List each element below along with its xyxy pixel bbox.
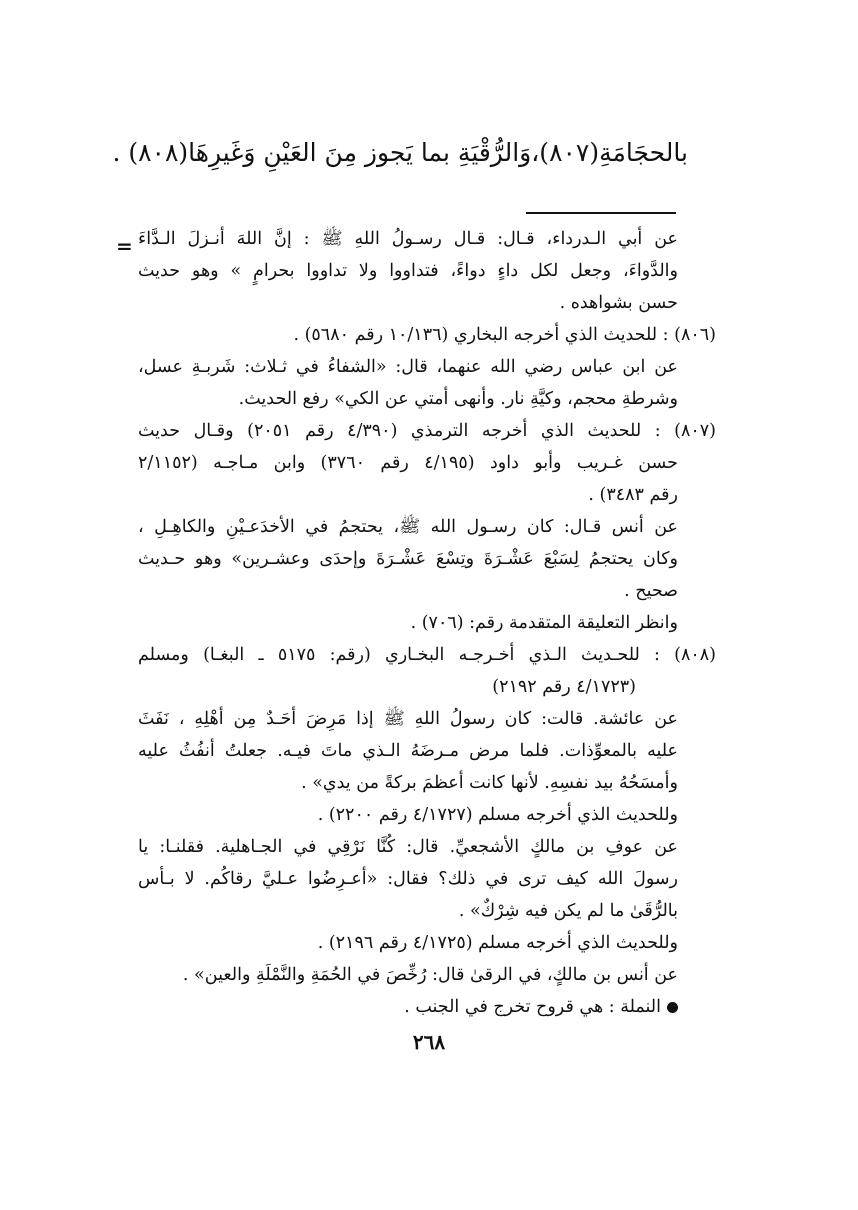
footnote-line: (٤/١٧٢٣ رقم ٢١٩٢) xyxy=(492,677,636,697)
footnote-line: حسن غـريب وأبو داود (٤/١٩٥ رقم ٣٧٦٠) وابن مـاجـه (٢/١١٥٢ xyxy=(138,453,678,473)
footnote-line: بالرُّقَىٰ ما لم يكن فيه شِرْكٌ» . xyxy=(458,901,678,921)
footnote-line: صحيح . xyxy=(624,581,678,601)
footnote-line: عن عوفِ بن مالكٍ الأشجعيِّ. قال: كُنَّا نَرْقِي في الجـاهلية. فقلنـا: يا xyxy=(138,837,678,857)
footnote-line: رسولَ الله كيف ترى في ذلك؟ فقال: «أعـرِضُوا عـليَّ رقاكُم. لا بـأس xyxy=(138,869,678,889)
footnote-line: وأمسَحُهُ بيد نفسِهِ. لأنها كانت أعظمَ بركةً من يدي» . xyxy=(301,773,678,793)
footnote-line: وللحديث الذي أخرجه مسلم (٤/١٧٢٧ رقم ٢٢٠٠) . xyxy=(317,805,678,825)
main-text-line: بالحجَامَةِ(٨٠٧)،وَالرُّقْيَةِ بما يَجوز مِنَ العَيْنِ وَغَيرِهَا(٨٠٨) . xyxy=(112,138,688,167)
footnote-line: عن أنس قـال: كان رسـول الله ﷺ، يحتجمُ في الأخدَعـيْنِ والكاهِـلِ ، xyxy=(138,517,678,537)
footnote-line: عن أنس بن مالكٍ، في الرقىٰ قال: رُخِّصَ في الحُمَةِ والنَّمْلَةِ والعين» . xyxy=(182,965,678,985)
footnote-line: وانظر التعليقة المتقدمة رقم: (٧٠٦) . xyxy=(410,613,678,633)
footnote-line: عليه بالمعوِّذات. فلما مرض مـرضَهُ الـذي ماتَ فيـه. جعلتُ أنفُثُ عليه xyxy=(138,741,678,761)
footnote-line: عن عائشة. قالت: كان رسولُ اللهِ ﷺ إذا مَرِضَ أحَـدٌ مِن أهْلِهِ ، نَفَثَ xyxy=(138,709,678,729)
footnotes-block xyxy=(138,223,716,1023)
footnote-separator-rule xyxy=(526,212,676,214)
footnote-bullet-line xyxy=(138,991,678,1023)
footnote-line: وللحديث الذي أخرجه مسلم (٤/١٧٢٥ رقم ٢١٩٦) . xyxy=(317,933,678,953)
footnote-line: والدَّواءَ، وجعل لكل داءٍ دواءً، فتداووا ولا تداووا بحرامٍ » وهو حديث xyxy=(138,261,678,281)
footnote-806-header: (٨٠٦) : للحديث الذي أخرجه البخاري (١٠/١٣٦ رقم ٥٦٨٠) . xyxy=(293,325,716,345)
bullet-text: النملة : هي قروح تخرج في الجنب . xyxy=(404,997,661,1017)
footnote-line: عن ابن عباس رضي الله عنهما، قال: «الشفاءُ في ثـلاث: شَربـةِ عسل، xyxy=(138,357,678,377)
continuation-marker: = xyxy=(116,234,133,258)
footnote-line: وشرطةِ محجم، وكيَّةِ نار. وأنهى أمتي عن الكي» رفع الحديث. xyxy=(238,389,678,409)
footnote-line: حسن بشواهده . xyxy=(559,293,678,313)
page-number: ٢٦٨ xyxy=(412,1030,446,1054)
footnote-807-header: (٨٠٧) : للحديث الذي أخرجه الترمذي (٤/٣٩٠ رقم ٢٠٥١) وقـال حديث xyxy=(138,421,716,441)
footnote-808-header: (٨٠٨) : للحـديث الـذي أخـرجـه البخـاري (رقم: ٥١٧٥ ـ البغـا) ومسلم xyxy=(138,645,716,665)
footnote-line: رقم ٣٤٨٣) . xyxy=(588,485,678,505)
bullet-dot xyxy=(667,1002,678,1013)
footnote-line: وكان يحتجمُ لِسَبْعَ عَشْـرَةَ وتِسْعَ عَشْـرَةَ وإحدَى وعشـرين» وهو حـديث xyxy=(138,549,678,569)
footnote-line: عن أبي الـدرداء، قـال: قـال رسـولُ اللهِ ﷺ : إنَّ اللهَ أنـزلَ الـدَّاءَ xyxy=(138,229,678,249)
